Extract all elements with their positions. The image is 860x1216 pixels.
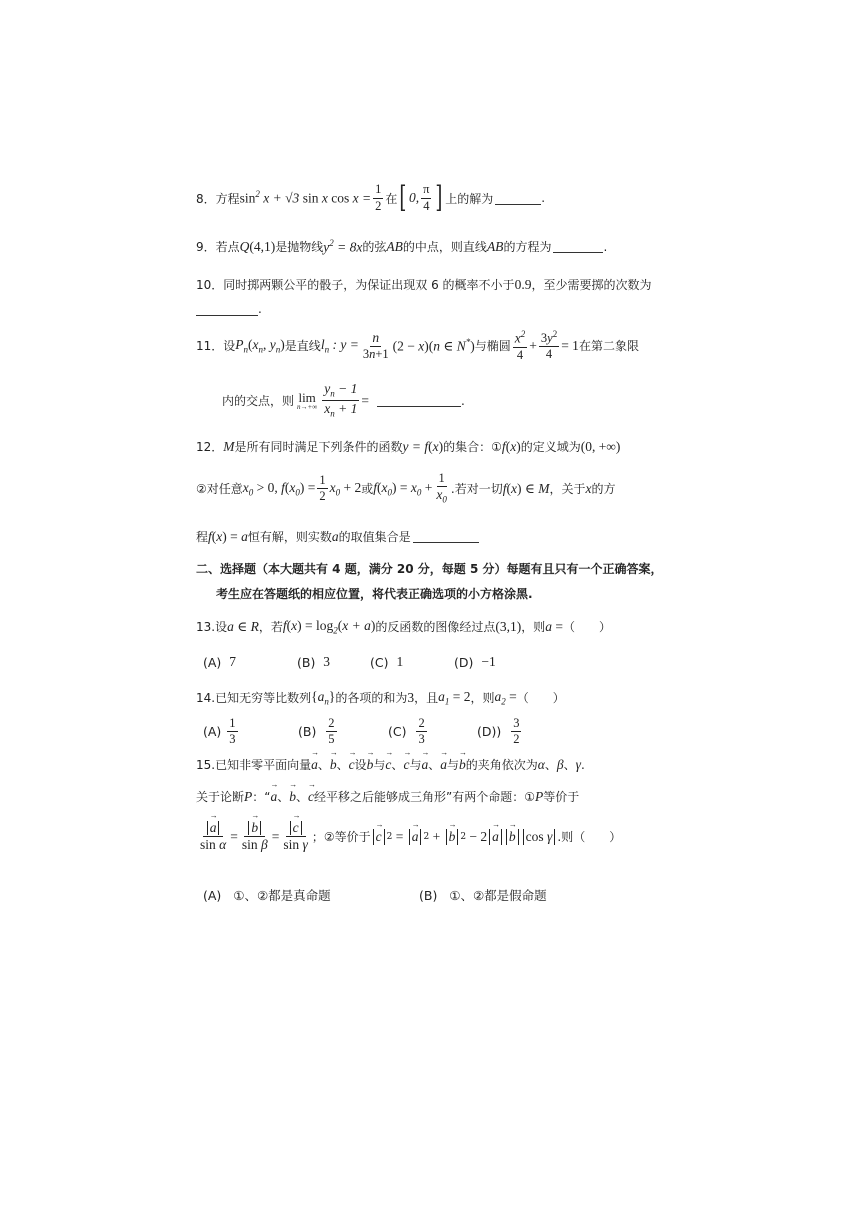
question-8: 8． 方程 $\sin^2 x + √3$ sin x cos x = $\frac{1}{2}$ 在 [ 0, $\frac{\pi}{4}$ ] 上的解为 .: [196, 180, 546, 215]
question-15: 15. 已知非零平面向量 → a 、 → b 、 → c 设 → b 与 → c 、 → c 与 → a 、 → a 与 → b 的夹角依次为 α 、 β 、 γ .: [196, 756, 585, 773]
question-13: 13. 设 a ∈ R ，若 $f(x) = \log_2(x + a)$ 的反函数的图像经过点 (3,1) ，则 a = （ ）: [196, 618, 612, 636]
answer-blank[interactable]: [377, 394, 461, 407]
question-11: 11． 设 $P_n(x_n$, $y_n$) 是直线 $l_n$ : y = $\frac{n}{3n+1}$ (2 − x)(n ∈ N*) 与椭圆 $\frac{x^2}{4}$ + $\frac{3y^2}{4}$ = 1 在第二象限: [196, 329, 639, 362]
question-10-blank: .: [196, 302, 262, 316]
fraction: $\frac{1}{2}$: [375, 182, 382, 213]
question-11-cont: 内的交点，则 lim n→+∞ $\frac{y_n - 1}{x_n + 1}$ = .: [222, 381, 465, 419]
option-a[interactable]: (A) ①、②都是真命题: [203, 887, 331, 903]
answer-blank[interactable]: [495, 192, 541, 205]
answer-blank[interactable]: [413, 530, 479, 543]
question-10: 10． 同时掷两颗公平的骰子，为保证出现双 6 的概率不小于 0.9 ，至少需要掷的次数为: [196, 276, 652, 292]
option-c[interactable]: (C) $\frac{2}{3}$: [388, 716, 425, 747]
section-2-heading-line2: 考生应在答题纸的相应位置，将代表正确选项的小方格涂黑.: [216, 587, 533, 601]
question-12-cont: 程 f(x) = a 恒有解，则实数 a 的取值集合是: [196, 528, 479, 545]
question-15-claim: 关于论断 P ：“ → a 、 → b 、 → c 经平移之后能够成三角形”有两个命题：① P 等价于: [196, 788, 579, 805]
option-d[interactable]: (D) −1: [454, 654, 496, 670]
question-15-formula: → $\frac{a}{\text{sin α}}$ = → $\frac{b}{\text{sin β}}$ = → $\frac{c}{\text{sin γ}}$ ；②等价于 → c 2 = → a 2 + → b 2 − 2 → a → b cos γ .则（ ）: [196, 821, 621, 852]
option-a[interactable]: (A) $\frac{1}{3}$: [203, 716, 236, 747]
answer-blank[interactable]: [196, 303, 258, 316]
question-14: 14. 已知无穷等比数列 $\{a_n\}$ 的各项的和为 3 ，且 $a_1 = 2$ ，则 $a_2$ = （ ）: [196, 689, 565, 707]
math-expr: $\sin^2 x + √3$ sin x cos x =: [239, 189, 372, 206]
option-c[interactable]: (C) 1: [370, 654, 404, 670]
option-b[interactable]: (B) 3: [297, 654, 331, 670]
answer-blank[interactable]: [553, 240, 603, 253]
question-12: 12． M 是所有同时满足下列条件的函数 y = f(x) 的集合：① f(x) 的定义域为 (0, +∞): [196, 438, 621, 454]
option-d[interactable]: (D)) $\frac{3}{2}$: [477, 716, 520, 747]
question-12-cond: ②对任意 $x_0 > 0$, $f(x_0)$ = $\frac{1}{2}$ $x_0 + 2$ 或 $f(x_0) = x_0$ + $\frac{1}{x_0}$ .若对一切 f(x) ∈ M ，关于 x 的方: [196, 471, 616, 505]
option-b[interactable]: (B) $\frac{2}{5}$: [298, 716, 335, 747]
option-b[interactable]: (B) ①、②都是假命题: [419, 887, 547, 903]
option-a[interactable]: (A) 7: [203, 654, 237, 670]
section-2-heading: 二、选择题（本大题共有 4 题，满分 20 分，每题 5 分）每题有且只有一个正确答案，: [196, 562, 663, 576]
question-9: 9． 若点 Q(4,1) 是抛物线 $y^2 = 8x$ 的弦 AB 的中点，则直线 AB 的方程为 .: [196, 238, 608, 255]
